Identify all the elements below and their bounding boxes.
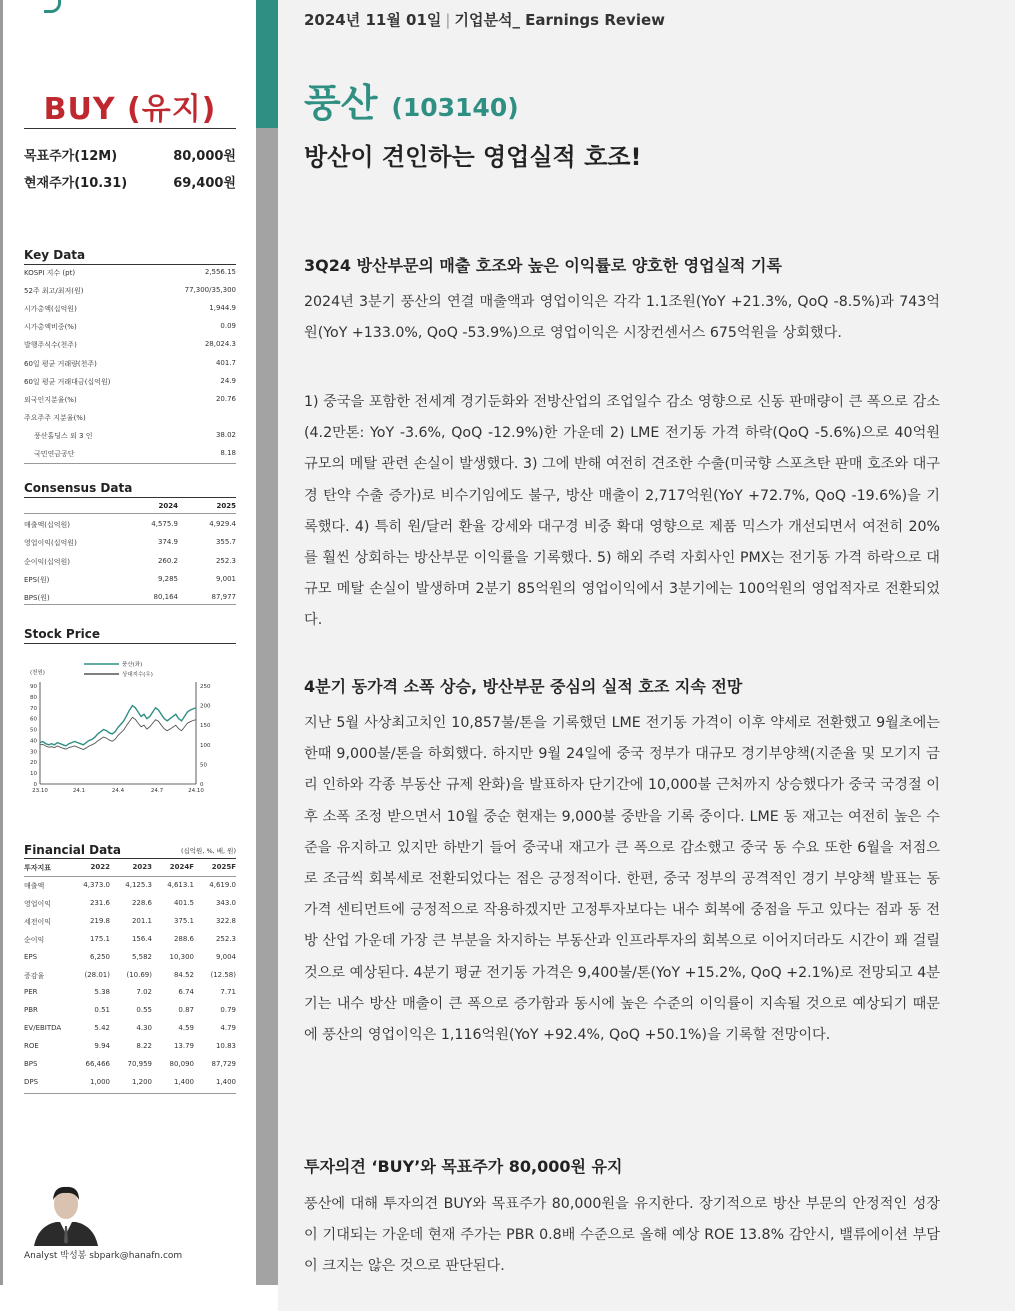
divider xyxy=(24,643,236,644)
financial-cell: EV/EBITDA xyxy=(24,1024,62,1033)
financial-cell: 0.51 xyxy=(94,1006,110,1015)
divider xyxy=(24,1093,236,1094)
chart-left-tick-label: 70 xyxy=(30,705,37,712)
financial-cell: 5.38 xyxy=(94,988,110,997)
financial-cell: ROE xyxy=(24,1042,39,1051)
consensus-value-2024: 260.2 xyxy=(157,556,178,565)
chart-x-tick-label: 24.4 xyxy=(111,788,125,794)
current-price-value: 69,400원 xyxy=(173,176,236,191)
target-price-label: 목표주가(12M) xyxy=(24,149,118,164)
divider xyxy=(24,876,236,877)
financial-cell: 87,729 xyxy=(211,1060,236,1068)
financial-cell: BPS xyxy=(24,1060,38,1068)
key-data-label: 국민연금공단 xyxy=(34,450,75,458)
current-price-label: 현재주가(10.31) xyxy=(24,176,128,191)
financial-cell: 4,125.3 xyxy=(125,881,152,889)
consensus-value-2025: 355.7 xyxy=(215,538,236,547)
financial-cell: 175.1 xyxy=(89,934,110,943)
chart-right-tick-label: 0 xyxy=(200,782,204,788)
financial-cell: PER xyxy=(24,988,38,997)
key-data-title: Key Data xyxy=(24,248,86,262)
divider xyxy=(24,463,236,464)
consensus-value-2025: 252.3 xyxy=(215,556,236,565)
financial-cell: 228.6 xyxy=(131,898,152,907)
financial-cell: 0.79 xyxy=(220,1006,236,1015)
company-title xyxy=(304,72,519,127)
financial-cell: 343.0 xyxy=(215,898,236,907)
financial-cell: 4,619.0 xyxy=(209,881,236,889)
report-category: 기업분석_ Earnings Review xyxy=(454,11,665,29)
stock-price-title: Stock Price xyxy=(24,627,100,641)
key-data-label: 60일 평균 거래대금(십억원) xyxy=(24,377,111,386)
financial-header-cell: 2024F xyxy=(169,863,194,871)
financial-cell: 375.1 xyxy=(173,916,194,925)
key-data-row xyxy=(24,431,236,443)
key-data-label: 시가총액(십억원) xyxy=(24,305,77,314)
left-sidebar xyxy=(0,0,256,1311)
key-data-value: 401.7 xyxy=(215,358,236,367)
consensus-value-2025: 9,001 xyxy=(215,574,236,583)
financial-cell: 9.94 xyxy=(94,1042,110,1051)
consensus-value-2025: 4,929.4 xyxy=(209,520,236,528)
chart-x-tick-label: 24.10 xyxy=(188,788,204,794)
financial-cell: 13.79 xyxy=(173,1042,194,1051)
key-data-label: KOSPI 지수 (pt) xyxy=(24,269,76,277)
chart-legend-label: 풍산(좌) xyxy=(122,662,143,668)
key-data-value: 77,300/35,300 xyxy=(184,286,236,295)
chart-right-tick-label: 200 xyxy=(200,703,211,710)
company-code: (103140) xyxy=(391,93,519,122)
financial-cell: 10.83 xyxy=(215,1042,236,1051)
financial-cell: 증감율 xyxy=(24,971,45,980)
financial-cell: 8.22 xyxy=(136,1042,152,1051)
chart-right-tick-label: 150 xyxy=(200,723,211,730)
chart-left-tick-label: 80 xyxy=(30,694,37,701)
sidebar-edge-line xyxy=(0,0,3,1285)
consensus-label: EPS(원) xyxy=(24,575,50,584)
current-price-row xyxy=(24,172,236,191)
financial-cell: 7.71 xyxy=(220,988,236,997)
chart-left-tick-label: 60 xyxy=(30,716,37,723)
headline: 방산이 견인하는 영업실적 호조! xyxy=(304,143,642,171)
key-data-row xyxy=(24,395,236,407)
financial-header-cell: 2022 xyxy=(90,863,110,871)
financial-cell: 5,582 xyxy=(131,952,152,961)
consensus-value-2024: 374.9 xyxy=(157,538,178,547)
chart-right-tick-label: 50 xyxy=(200,762,207,769)
financial-cell: EPS xyxy=(24,952,38,961)
financial-cell: 9,004 xyxy=(215,952,236,961)
financial-cell: (28.01) xyxy=(84,970,110,979)
financial-cell: 70,959 xyxy=(127,1060,152,1068)
key-data-label: 풍산홀딩스 외 3 인 xyxy=(34,431,93,440)
consensus-label: 매출액(십억원) xyxy=(24,521,71,529)
chart-left-tick-label: 0 xyxy=(33,782,37,788)
key-data-row xyxy=(24,377,236,389)
company-name: 풍산 xyxy=(304,81,378,125)
section-2-paragraph-1: 지난 5월 사상최고치인 10,857불/톤을 기록했던 LME 전기동 가격이 이후 약세로 전환했고 9월초에는 한때 9,000불/톤을 하회했다. 하지만 9월 24일에 중국 정부가 대규모 경기부양책(지준율 및 모기지 금리 인하와 각종 부동산 규제 완화)을 발표하자 단기간에 10,000불 근처까지 상승했다가 중국 국경절 이후 소폭 조정 받으면서 10월 중순 현재는 9,000불 중반을 기록 중이다. LME 동 재고는 여전히 높은 수준을 유지하고 있지만 하반기 들어 중국내 재고가 큰 폭으로 감소했고 중국 동 수요 또한 6월을 저점으로 조금씩 회복세로 전환되었다는 점은 긍정적이다. 한편, 중국 정부의 공격적인 경기 부양책 발표는 동 가격 센티먼트에 긍정적으로 작용하겠지만 고정투자보다는 내수 회복에 중점을 두고 있다는 점과 동 전방 산업 가운데 가장 큰 부분을 차지하는 부동산과 인프라투자의 회복으로 이어지더라도 시간이 꽤 걸릴 것으로 예상된다. 4분기 평균 전기동 가격은 9,400불/톤(YoY +15.2%, QoQ +2.1%)로 전망되고 4분기는 내수 방산 매출이 큰 폭으로 증가함과 동시에 높은 수준의 이익률이 지속될 것으로 예상되기 때문에 풍산의 영업이익은 1,116억원(YoY +92.4%, QoQ +50.1%)을 기록할 전망이다. xyxy=(304,715,940,1044)
key-data-value: 38.02 xyxy=(215,430,236,439)
financial-title: Financial Data xyxy=(24,843,122,857)
key-data-value: 1,944.9 xyxy=(209,304,236,313)
financial-header-cell: 2023 xyxy=(132,863,152,871)
financial-cell: 231.6 xyxy=(89,898,110,907)
key-data-label: 외국인지분율(%) xyxy=(24,395,77,404)
consensus-year-2: 2025 xyxy=(216,502,236,510)
accent-bar xyxy=(256,0,278,128)
financial-cell: 0.87 xyxy=(178,1006,194,1015)
chart-series-line-1 xyxy=(40,706,196,746)
key-data-value: 2,556.15 xyxy=(204,268,236,276)
key-data-value: 28,024.3 xyxy=(204,340,236,349)
key-data-row xyxy=(24,449,236,461)
divider xyxy=(24,513,236,514)
divider xyxy=(24,264,236,265)
main-content xyxy=(278,0,1015,1311)
key-data-row xyxy=(24,340,236,352)
financial-cell: DPS xyxy=(24,1077,39,1086)
section-1-paragraph-1: 2024년 3분기 풍산의 연결 매출액과 영업이익은 각각 1.1조원(YoY +21.3%, QoQ -8.5%)과 743억원(YoY +133.0%, QoQ -53.9%)으로 영업이익은 시장컨센서스 675억원을 상회했다. xyxy=(304,294,940,342)
target-price-value: 80,000원 xyxy=(173,149,236,164)
report-date: 2024년 11월 01일 xyxy=(304,11,442,29)
financial-cell: 순이익 xyxy=(24,935,45,944)
key-data-row xyxy=(24,286,236,298)
key-data-row xyxy=(24,268,236,280)
consensus-value-2024: 80,164 xyxy=(153,593,178,602)
consensus-label: 영업이익(십억원) xyxy=(24,539,77,548)
financial-cell: (12.58) xyxy=(210,970,236,979)
financial-cell: 매출액 xyxy=(24,882,45,890)
consensus-value-2025: 87,977 xyxy=(211,593,236,602)
financial-cell: 0.55 xyxy=(136,1006,152,1015)
financial-cell: 4,373.0 xyxy=(83,881,110,889)
target-price-row xyxy=(24,145,236,164)
financial-cell: 401.5 xyxy=(173,898,194,907)
key-data-label: 시가총액비중(%) xyxy=(24,323,77,332)
section-3-paragraph-1: 풍산에 대해 투자의견 BUY와 목표주가 80,000원을 유지한다. 장기적으로 방산 부문의 안정적인 성장이 기대되는 가운데 현재 주가는 PBR 0.8배 수준으로 올해 예상 ROE 13.8% 감안시, 밸류에이션 부담이 크지는 않은 것으로 판단된다. xyxy=(304,1196,940,1275)
key-data-label: 발행주식수(천주) xyxy=(24,341,77,350)
chart-left-tick-label: 10 xyxy=(30,771,37,778)
financial-cell: 7.02 xyxy=(136,988,152,997)
financial-cell: 4.79 xyxy=(220,1024,236,1033)
key-data-value: 20.76 xyxy=(215,394,236,403)
financial-cell: 201.1 xyxy=(131,916,152,925)
financial-cell: 영업이익 xyxy=(24,899,52,908)
financial-cell: 5.42 xyxy=(94,1024,110,1033)
analyst-info: Analyst 박성봉 sbpark@hanafn.com xyxy=(24,1251,183,1261)
chart-right-tick-label: 250 xyxy=(200,684,211,690)
key-data-row xyxy=(24,304,236,316)
chart-left-axis-unit: (천원) xyxy=(30,670,45,676)
chart-x-tick-label: 23.10 xyxy=(32,788,48,794)
financial-cell: 세전이익 xyxy=(24,917,52,926)
logo-icon xyxy=(44,0,61,13)
consensus-label: BPS(원) xyxy=(24,594,50,603)
financial-cell: PBR xyxy=(24,1006,38,1015)
financial-cell: 10,300 xyxy=(169,952,194,961)
analyst-portrait xyxy=(30,1182,102,1246)
key-data-label: 주요주주 지분율(%) xyxy=(24,413,86,422)
financial-cell: 6,250 xyxy=(89,952,110,961)
financial-cell: (10.69) xyxy=(126,970,152,979)
financial-cell: 1,400 xyxy=(173,1077,194,1086)
key-data-row xyxy=(24,322,236,334)
chart-left-tick-label: 50 xyxy=(30,727,37,734)
section-heading-3: 투자의견 ‘BUY’와 목표주가 80,000원 유지 xyxy=(304,1157,623,1176)
key-data-value: 8.18 xyxy=(220,449,236,457)
financial-cell: 66,466 xyxy=(85,1060,110,1068)
rating-badge: BUY (유지) xyxy=(43,92,217,127)
financial-cell: 1,000 xyxy=(89,1077,110,1086)
financial-cell: 219.8 xyxy=(89,916,110,925)
separator: | xyxy=(445,11,451,29)
financial-header-cell: 2025F xyxy=(211,863,236,871)
financial-cell: 322.8 xyxy=(215,916,236,925)
side-bar xyxy=(256,128,278,1285)
divider xyxy=(24,858,236,859)
key-data-row xyxy=(24,359,236,371)
key-data-label: 52주 최고/최저(원) xyxy=(24,287,84,296)
financial-cell: 4,613.1 xyxy=(167,881,194,889)
chart-left-tick-label: 20 xyxy=(30,760,37,767)
divider xyxy=(24,497,236,498)
divider xyxy=(24,128,236,129)
divider xyxy=(24,604,236,605)
consensus-label: 순이익(십억원) xyxy=(24,557,71,566)
chart-left-tick-label: 30 xyxy=(30,749,37,756)
financial-cell: 4.59 xyxy=(178,1024,194,1033)
chart-left-tick-label: 40 xyxy=(30,738,37,745)
consensus-title: Consensus Data xyxy=(24,481,133,495)
consensus-value-2024: 9,285 xyxy=(157,574,178,583)
consensus-year-1: 2024 xyxy=(158,502,178,510)
key-data-value: 0.09 xyxy=(220,322,236,331)
section-heading-2: 4분기 동가격 소폭 상승, 방산부문 중심의 실적 호조 지속 전망 xyxy=(304,677,743,696)
chart-x-tick-label: 24.1 xyxy=(72,788,86,794)
section-heading-1: 3Q24 방산부문의 매출 호조와 높은 이익률로 양호한 영업실적 기록 xyxy=(304,256,782,275)
stock-price-chart xyxy=(24,656,236,800)
financial-header-cell: 투자지표 xyxy=(24,864,52,872)
chart-right-tick-label: 100 xyxy=(200,742,211,749)
key-data-value: 24.9 xyxy=(220,376,236,385)
section-1-paragraph-2: 1) 중국을 포함한 전세계 경기둔화와 전방산업의 조업일수 감소 영향으로 신동 판매량이 큰 폭으로 감소(4.2만톤: YoY -3.6%, QoQ -12.9%)한 가운데 2) LME 전기동 가격 하락(QoQ -5.6%)으로 40억원 규모의 메탈 관련 손실이 발생했다. 3) 그에 반해 여전히 견조한 수출(미국향 스포츠탄 판매 호조와 대구경 탄약 수출 증가)로 비수기임에도 불구, 방산 매출이 2,717억원(YoY +72.7%, QoQ -19.6%)을 기록했다. 4) 특히 원/달러 환율 강세와 대구경 비중 확대 영향으로 제품 믹스가 개선되면서 여전히 20%를 훨씬 상회하는 방산부문 이익률을 기록했다. 5) 해외 주력 자회사인 PMX는 전기동 가격 하락으로 대규모 메탈 손실이 발생하며 2분기 85억원의 영업이익에서 3분기에는 100억원의 영업적자로 전환되었다. xyxy=(304,394,940,629)
financial-cell: 288.6 xyxy=(173,934,194,943)
chart-legend-label: 상대지수(우) xyxy=(122,672,153,678)
financial-cell: 80,090 xyxy=(169,1060,194,1068)
chart-x-tick-label: 24.7 xyxy=(150,788,164,794)
financial-cell: 84.52 xyxy=(173,970,194,979)
financial-cell: 252.3 xyxy=(215,934,236,943)
financial-cell: 156.4 xyxy=(131,934,152,943)
consensus-value-2024: 4,575.9 xyxy=(151,520,178,528)
key-data-row xyxy=(24,413,236,425)
financial-unit: (십억원, %, 배, 원) xyxy=(180,847,236,855)
chart-left-tick-label: 90 xyxy=(30,684,37,690)
financial-cell: 4.30 xyxy=(136,1024,152,1033)
key-data-label: 60일 평균 거래량(천주) xyxy=(24,359,97,368)
report-date-line xyxy=(304,9,665,30)
financial-cell: 1,200 xyxy=(131,1077,152,1086)
financial-cell: 6.74 xyxy=(178,988,194,997)
financial-cell: 1,400 xyxy=(215,1077,236,1086)
